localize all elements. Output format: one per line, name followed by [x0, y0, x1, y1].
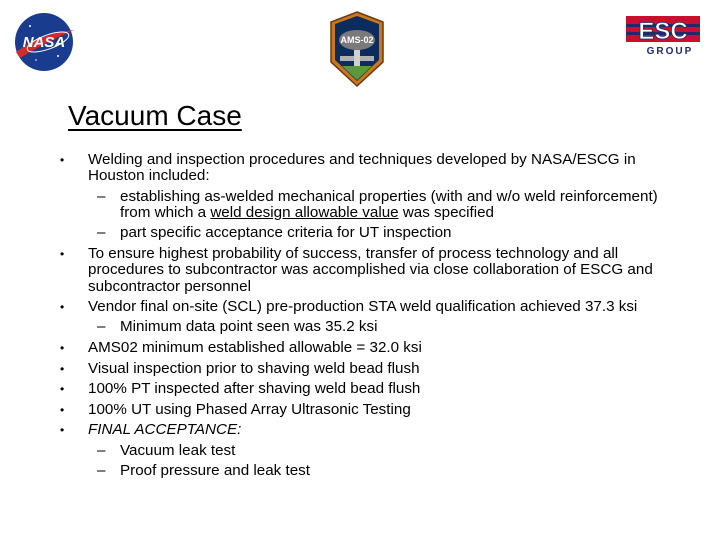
slide-title: Vacuum Case: [68, 100, 242, 131]
dash-marker-icon: –: [97, 224, 106, 242]
nasa-logo-text: NASA: [22, 34, 66, 51]
sub-bullet-text: Proof pressure and leak test: [120, 462, 310, 480]
bullet-list: [58, 152, 678, 484]
sub-bullet-text: part specific acceptance criteria for UT inspection: [120, 224, 452, 242]
bullet-text: 100% UT using Phased Array Ultrasonic Testing: [88, 400, 411, 418]
escg-logo-text: ESC: [638, 18, 688, 45]
bullet-text: Visual inspection prior to shaving weld bead flush: [88, 359, 420, 377]
ams-02-patch: [328, 10, 386, 88]
bullet-marker-icon: •: [60, 341, 65, 356]
bullet-marker-icon: •: [60, 246, 65, 261]
bullet-marker-icon: •: [60, 382, 65, 397]
final-acceptance-text: FINAL ACCEPTANCE:: [88, 421, 242, 439]
dash-marker-icon: –: [97, 441, 106, 459]
escg-logo: [624, 14, 702, 56]
bullet-item: [58, 361, 678, 377]
bullet-item: [58, 299, 678, 336]
bullet-text: To ensure highest probability of success, transfer of process technology and all procedures to subcontractor was accomplished via close collaboration of ESCG and subcontractor personnel: [88, 244, 653, 295]
bullet-item: [58, 152, 678, 242]
ams-02-patch-text: AMS-02: [340, 35, 374, 45]
bullet-text: Welding and inspection procedures and techniques developed by NASA/ESCG in Houston included:: [88, 151, 636, 185]
bullet-item: [58, 381, 678, 397]
sub-bullet-list: [88, 189, 678, 242]
sub-bullet-item: [88, 189, 678, 222]
sub-bullet-text-post: was specified: [398, 203, 494, 221]
sub-bullet-list: [88, 443, 678, 480]
bullet-item: [58, 340, 678, 356]
sub-bullet-item: [88, 225, 678, 241]
bullet-marker-icon: •: [60, 423, 65, 438]
dash-marker-icon: –: [97, 318, 106, 336]
sub-bullet-text: Minimum data point seen was 35.2 ksi: [120, 318, 378, 336]
escg-logo-subtext: GROUP: [646, 46, 694, 56]
bullet-item: [58, 246, 678, 295]
bullet-item: [58, 422, 678, 479]
sub-bullet-item: [88, 443, 678, 459]
bullet-marker-icon: •: [60, 153, 65, 167]
bullet-marker-icon: •: [60, 361, 65, 376]
dash-marker-icon: –: [97, 462, 106, 480]
weld-design-allowable-value-text: weld design allowable value: [210, 203, 399, 221]
sub-bullet-list: [88, 319, 678, 335]
sub-bullet-item: [88, 319, 678, 335]
bullet-text: AMS02 minimum established allowable = 32.0 ksi: [88, 339, 422, 357]
nasa-logo: [10, 12, 78, 72]
bullet-marker-icon: •: [60, 300, 65, 315]
bullet-marker-icon: •: [60, 402, 65, 417]
bullet-text: 100% PT inspected after shaving weld bead flush: [88, 380, 421, 398]
sub-bullet-text-pre: establishing as-welded mechanical properties (with and w/o weld reinforcement) from which a: [120, 187, 658, 221]
sub-bullet-item: [88, 463, 678, 479]
bullet-text: Vendor final on-site (SCL) pre-production STA weld qualification achieved 37.3 ksi: [88, 298, 638, 316]
dash-marker-icon: –: [97, 187, 106, 205]
sub-bullet-text: Vacuum leak test: [120, 441, 236, 459]
bullet-item: [58, 402, 678, 418]
